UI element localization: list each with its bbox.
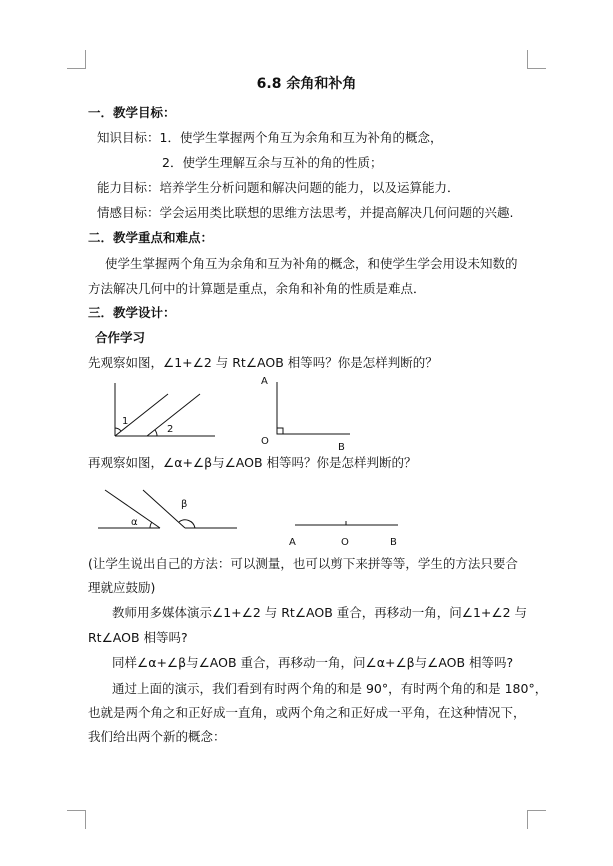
section-heading-design: 三．教学设计： (88, 305, 176, 320)
crop-mark-bottom-right (527, 810, 546, 829)
key-points-paragraph-line-2: 方法解决几何中的计算题是重点，余角和补角的性质是难点． (88, 281, 426, 296)
conclusion-paragraph-line-3: 我们给出两个新的概念： (88, 729, 226, 744)
figure-label-a2: A (289, 537, 296, 548)
figure-angles-alpha-beta (95, 485, 245, 533)
method-paragraph-line-2: 理就应鼓励) (88, 580, 156, 595)
subheading-cooperative-learning: 合作学习 (95, 330, 146, 345)
figure-label-2: 2 (167, 424, 174, 435)
figure-label-o2: O (341, 537, 349, 548)
crop-mark-top-left (67, 50, 86, 69)
teacher-paragraph-line-1: 教师用多媒体演示∠1+∠2 与 Rt∠AOB 重合，再移动一角，问∠1+∠2 与 (112, 605, 528, 620)
crop-mark-bottom-left (67, 810, 86, 829)
key-points-paragraph-line-1: 使学生掌握两个角互为余角和互为补角的概念，和使学生学会用设未知数的 (105, 256, 518, 271)
ability-objective: 能力目标：培养学生分析问题和解决问题的能力，以及运算能力． (97, 180, 460, 195)
section-heading-key-points: 二．教学重点和难点： (88, 230, 214, 245)
figure-label-b2: B (390, 537, 397, 548)
figure-label-beta: β (181, 499, 188, 510)
figure-label-alpha: α (131, 517, 138, 528)
page-title: 6.8 余角和补角 (256, 76, 357, 92)
question-2: 再观察如图，∠α+∠β与∠AOB 相等吗？你是怎样判断的？ (88, 455, 417, 470)
teacher-paragraph-line-2: Rt∠AOB 相等吗? (88, 630, 188, 645)
method-paragraph-line-1: (让学生说出自己的方法：可以测量，也可以剪下来拼等等，学生的方法只要合 (88, 556, 518, 571)
figure-straight-angle-aob (283, 515, 408, 549)
question-1: 先观察如图，∠1+∠2 与 Rt∠AOB 相等吗？你是怎样判断的？ (88, 355, 438, 370)
conclusion-paragraph-line-1: 通过上面的演示，我们看到有时两个角的和是 90°，有时两个角的和是 180°， (112, 681, 548, 696)
conclusion-paragraph-line-2: 也就是两个角之和正好成一直角，或两个角之和正好成一平角，在这种情况下， (88, 705, 526, 720)
same-paragraph: 同样∠α+∠β与∠AOB 重合，再移动一角，问∠α+∠β与∠AOB 相等吗? (112, 655, 514, 670)
figure-label-1: 1 (122, 416, 129, 427)
figure-label-o: O (261, 436, 269, 447)
knowledge-objective-1: 知识目标：1．使学生掌握两个角互为余角和互为补角的概念， (97, 130, 443, 145)
figure-label-b: B (338, 442, 345, 453)
crop-mark-top-right (527, 50, 546, 69)
emotion-objective: 情感目标：学会运用类比联想的思维方法思考，并提高解决几何问题的兴趣. (97, 205, 514, 220)
figure-right-angle-aob (255, 372, 360, 454)
figure-label-a: A (261, 376, 268, 387)
knowledge-objective-2: 2．使学生理解互余与互补的角的性质； (162, 155, 383, 170)
section-heading-objectives: 一．教学目标： (88, 105, 176, 120)
figure-angles-1-2 (110, 378, 220, 440)
